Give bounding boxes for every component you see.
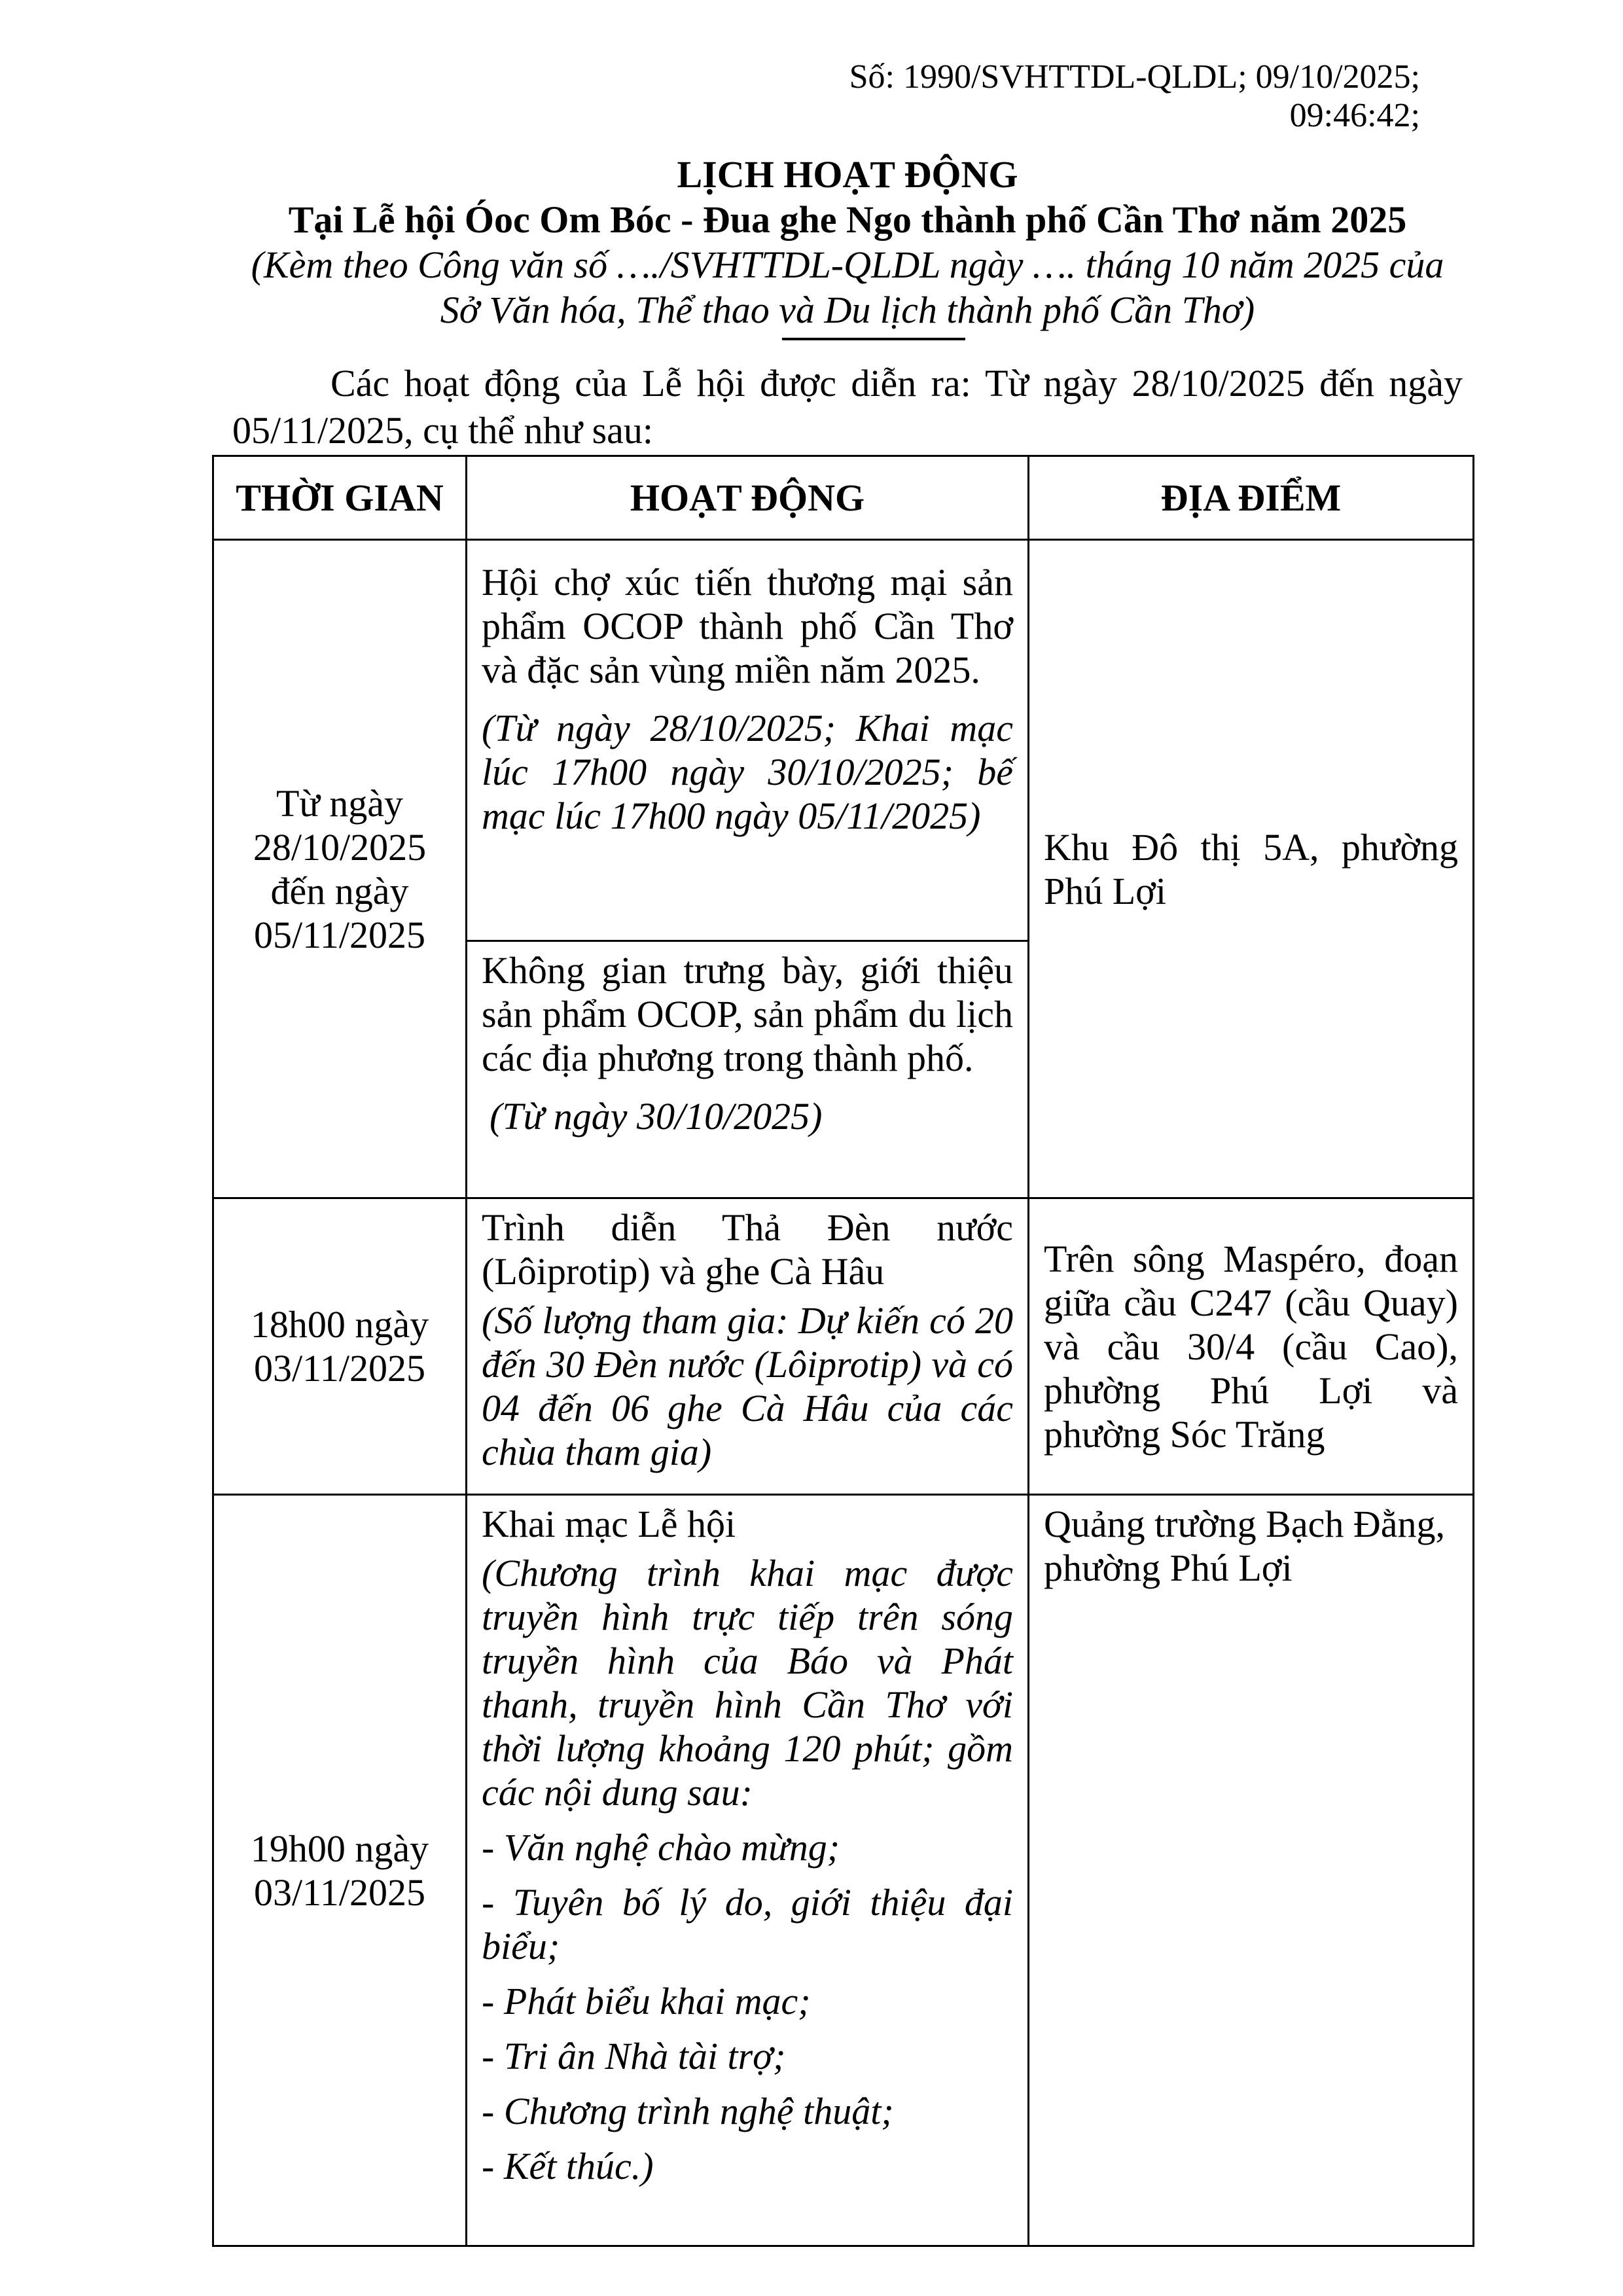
- activity-note: (Số lượng tham gia: Dự kiến có 20 đến 30 Đèn nước (Lôiprotip) và có 04 đến 06 ghe Cà Hâu của các chùa tham gia): [482, 1299, 1013, 1473]
- activity-note: (Từ ngày 30/10/2025): [490, 1095, 823, 1138]
- document-subtitle: Tại Lễ hội Óoc Om Bóc - Đua ghe Ngo thành phố Cần Thơ năm 2025: [288, 198, 1407, 241]
- table-row: [213, 1495, 1474, 2246]
- activity-main: Không gian trưng bày, giới thiệu sản phẩm OCOP, sản phẩm du lịch các địa phương trong thành phố.: [482, 949, 1013, 1079]
- table-row: [213, 540, 1474, 941]
- program-item: - Văn nghệ chào mừng;: [482, 1826, 840, 1869]
- document-note-line1: (Kèm theo Công văn số …./SVHTTDL-QLDL ngày …. tháng 10 năm 2025 của: [251, 243, 1444, 286]
- header-location: ĐỊA ĐIỂM: [1029, 456, 1474, 540]
- program-item: - Kết thúc.): [482, 2145, 654, 2187]
- schedule-table: [212, 455, 1474, 2247]
- activity-main: Trình diễn Thả Đèn nước (Lôiprotip) và ghe Cà Hâu: [482, 1206, 1013, 1293]
- header-time: THỜI GIAN: [213, 456, 467, 540]
- location-cell: Quảng trường Bạch Đằng, phường Phú Lợi: [1029, 1495, 1474, 2246]
- time-cell: 18h00 ngày 03/11/2025: [213, 1198, 467, 1495]
- activity-main: Hội chợ xúc tiến thương mại sản phẩm OCOP thành phố Cần Thơ và đặc sản vùng miền năm 2025.: [482, 561, 1013, 691]
- time-cell: Từ ngày 28/10/2025 đến ngày 05/11/2025: [213, 540, 467, 1198]
- time-cell: 19h00 ngày 03/11/2025: [213, 1495, 467, 2246]
- location-cell: Khu Đô thị 5A, phường Phú Lợi: [1029, 540, 1474, 1198]
- activity-note: (Chương trình khai mạc được truyền hình trực tiếp trên sóng truyền hình của Báo và Phát thanh, truyền hình Cần Thơ với thời lượng khoảng 120 phút; gồm các nội dung sau:: [482, 1552, 1013, 1814]
- program-item: - Tuyên bố lý do, giới thiệu đại biểu;: [482, 1881, 1013, 1967]
- document-note-line2: Sở Văn hóa, Thể thao và Du lịch thành phố Cần Thơ): [440, 289, 1255, 331]
- title-divider: [782, 338, 965, 340]
- table-row: [213, 1198, 1474, 1495]
- header-activity: HOẠT ĐỘNG: [467, 456, 1029, 540]
- activity-cell: [467, 941, 1029, 1198]
- table-header-row: [213, 456, 1474, 540]
- activity-note: (Từ ngày 28/10/2025; Khai mạc lúc 17h00 ngày 30/10/2025; bế mạc lúc 17h00 ngày 05/11/2025): [482, 707, 1013, 837]
- activity-cell: [467, 1198, 1029, 1495]
- program-item: - Chương trình nghệ thuật;: [482, 2090, 894, 2132]
- intro-paragraph: Các hoạt động của Lễ hội được diễn ra: Từ ngày 28/10/2025 đến ngày 05/11/2025, cụ thể như sau:: [232, 362, 1463, 452]
- activity-main: Khai mạc Lễ hội: [482, 1503, 736, 1545]
- program-item: - Phát biểu khai mạc;: [482, 1980, 811, 2022]
- activity-cell: [467, 1495, 1029, 2246]
- document-reference-number: Số: 1990/SVHTTDL-QLDL; 09/10/2025; 09:46:42;: [849, 58, 1420, 134]
- program-item: - Tri ân Nhà tài trợ;: [482, 2035, 786, 2077]
- document-title: LỊCH HOẠT ĐỘNG: [677, 153, 1018, 196]
- activity-cell: [467, 540, 1029, 941]
- location-cell: Trên sông Maspéro, đoạn giữa cầu C247 (cầu Quay) và cầu 30/4 (cầu Cao), phường Phú Lợi và phường Sóc Trăng: [1029, 1198, 1474, 1495]
